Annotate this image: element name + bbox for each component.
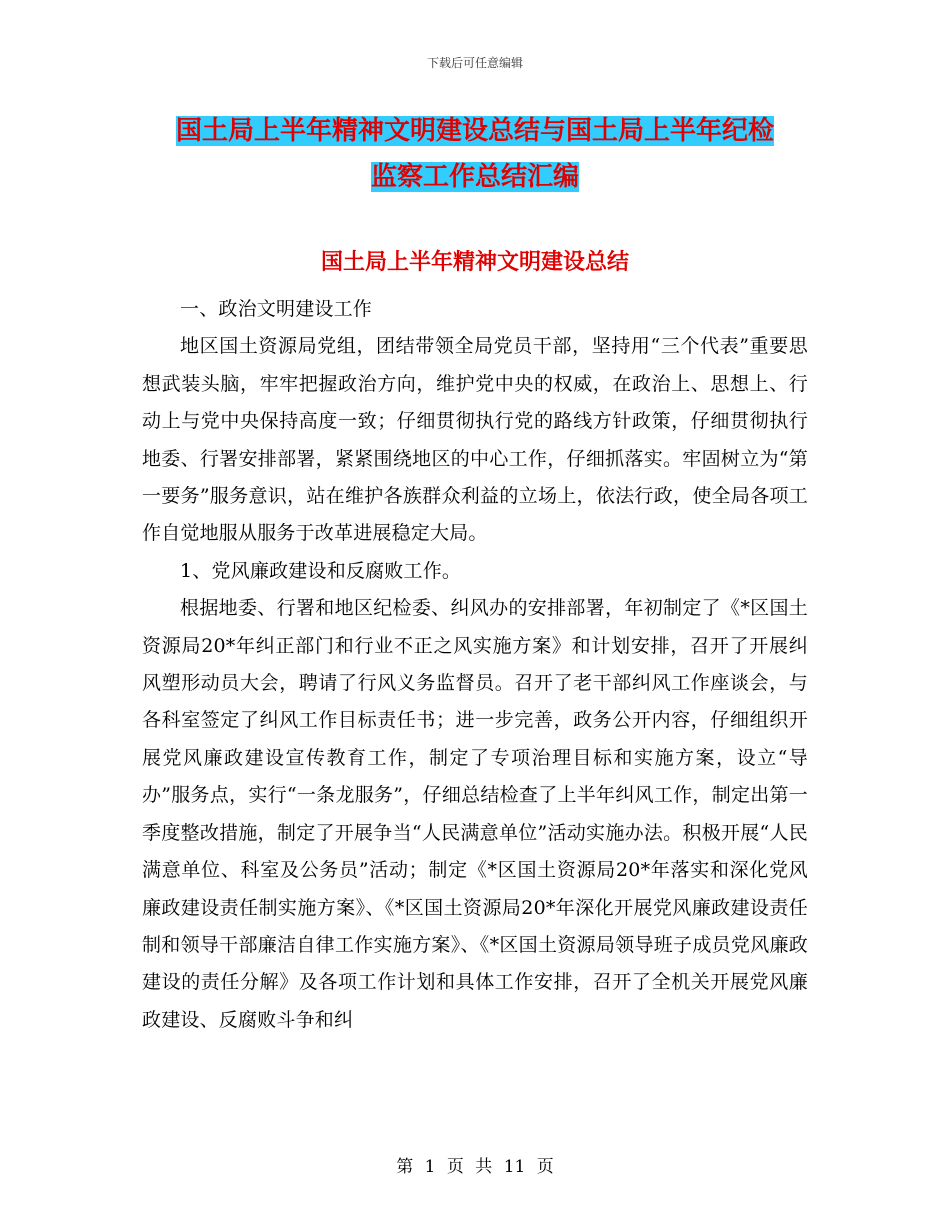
page-header-note: 下载后可任意编辑 [426, 56, 523, 70]
section-title: 国土局上半年精神文明建设总结 [320, 250, 629, 275]
document-body [142, 291, 808, 1039]
paragraph-heading-party-conduct: 1、党风廉政建设和反腐败工作。 [180, 559, 462, 582]
document-title-line-2: 监察工作总结汇编 [370, 162, 579, 192]
paragraph: 根据地委、行署和地区纪检委、纠风办的安排部署，年初制定了《*区国土资源局20*年纠正部门和行业不正之风实施方案》和计划安排，召开了开展纠风塑形动员大会，聘请了行风义务监督员。召开了老干部纠风工作座谈会，与各科室签定了纠风工作目标责任书；进一步完善，政务公开内容，仔细组织开展党风廉政建设宣传教育工作，制定了专项治理目标和实施方案，设立“导办”服务点，实行“一条龙服务”，仔细总结检查了上半年纠风工作，制定出第一季度整改措施，制定了开展争当“人民满意单位”活动实施办法。积极开展“人民满意单位、科室及公务员”活动；制定《*区国土资源局20*年落实和深化党风廉政建设责任制实施方案》、《*区国土资源局20*年深化开展党风廉政建设责任制和领导干部廉洁自律工作实施方案》、《*区国土资源局领导班子成员党风廉政建设的责任分解》及各项工作计划和具体工作安排，召开了全机关开展党风廉政建设、反腐败斗争和纠 [142, 597, 808, 1031]
page-number: 第 1 页 共 11 页 [396, 1157, 554, 1177]
paragraph: 地区国土资源局党组，团结带领全局党员干部，坚持用“三个代表”重要思想武装头脑，牢牢把握政治方向，维护党中央的权威，在政治上、思想上、行动上与党中央保持高度一致；仔细贯彻执行党的路线方针政策，仔细贯彻执行地委、行署安排部署，紧紧围绕地区的中心工作，仔细抓落实。牢固树立为“第一要务”服务意识，站在维护各族群众利益的立场上，依法行政，使全局各项工作自觉地服从服务于改革进展稳定大局。 [142, 335, 808, 545]
paragraph-heading-political: 一、政治文明建设工作 [180, 298, 373, 320]
document-title [140, 108, 810, 200]
document-title-line-1: 国土局上半年精神文明建设总结与国土局上半年纪检 [175, 116, 774, 146]
